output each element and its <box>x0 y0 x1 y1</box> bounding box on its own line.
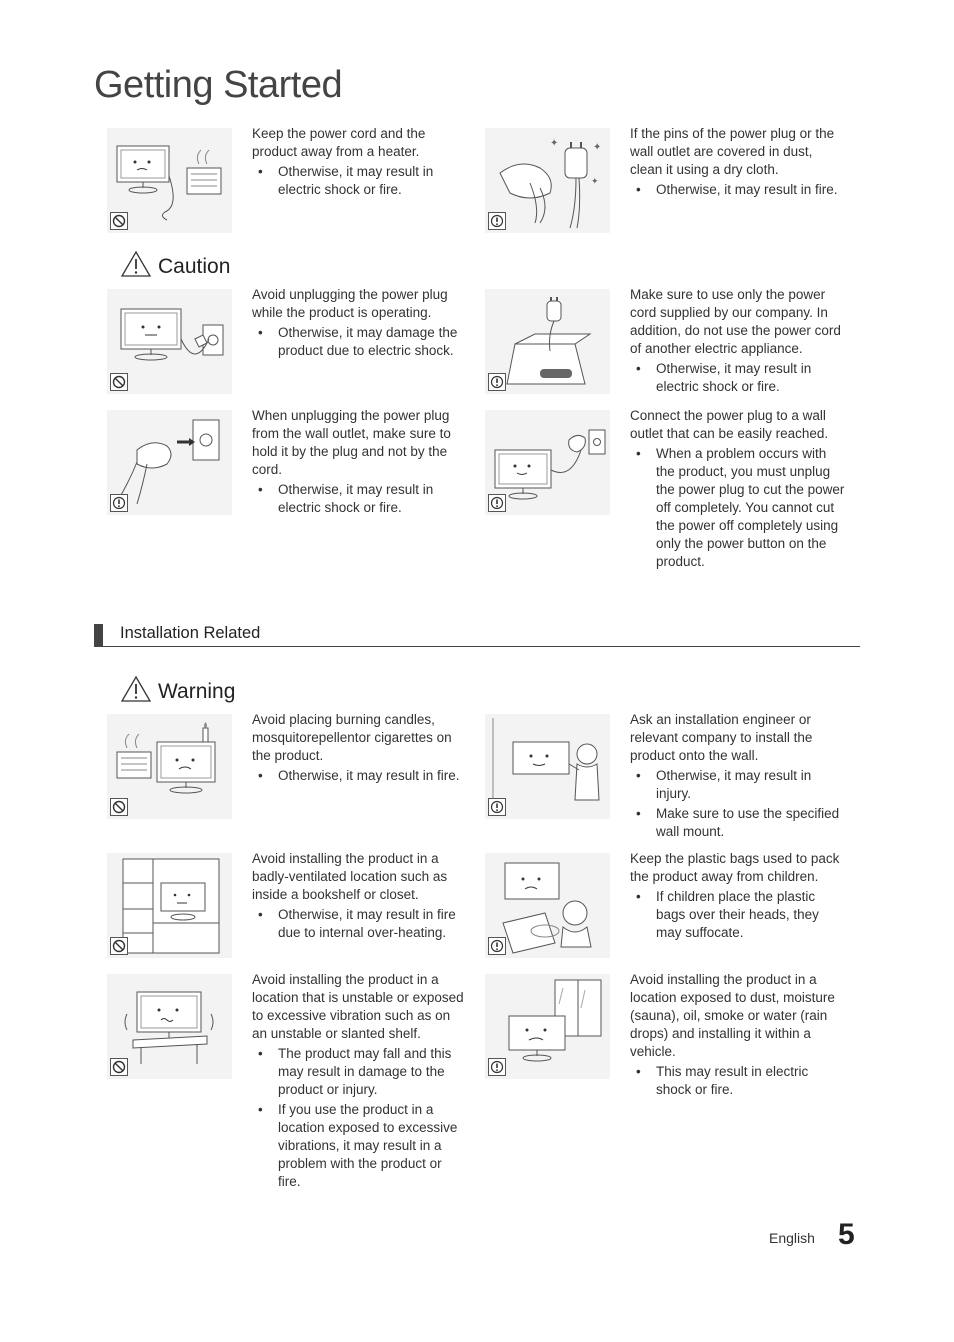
illustration-wall-install <box>485 714 610 819</box>
item-text: Ask an installation engineer or relevant company to install the product onto the wall. <box>630 712 813 763</box>
prohibit-icon <box>110 937 128 955</box>
prohibit-icon <box>110 1058 128 1076</box>
warning-label: Warning <box>158 680 236 703</box>
page-number: 5 <box>838 1218 855 1251</box>
item-text: Make sure to use only the power cord supplied by our company. In addition, do not use the power cord of another electric appliance. <box>630 287 841 356</box>
warning-heading <box>120 675 235 709</box>
footer-language: English <box>769 1230 815 1246</box>
warning-triangle-icon <box>120 675 152 709</box>
bullet-item: • The product may fall and this may result in damage to the product or injury. <box>252 1045 467 1099</box>
caution-heading <box>120 250 230 284</box>
prohibit-icon <box>110 212 128 230</box>
item-text: Keep the power cord and the product away from a heater. <box>252 126 426 159</box>
exclamation-icon <box>488 937 506 955</box>
item-text: Avoid installing the product in a location exposed to dust, moisture (sauna), oil, smoke or water (rain drops) and installing it within a vehicle. <box>630 972 835 1059</box>
illustration-clean-plug <box>485 128 610 233</box>
illustration-candles <box>107 714 232 819</box>
item-text: Connect the power plug to a wall outlet that can be easily reached. <box>630 408 829 441</box>
exclamation-icon <box>488 798 506 816</box>
bullet-item: • Otherwise, it may result in fire due to internal over-heating. <box>252 906 467 942</box>
illustration-unplug-operating <box>107 289 232 394</box>
exclamation-icon <box>488 494 506 512</box>
illustration-window-moisture <box>485 974 610 1079</box>
exclamation-icon <box>110 494 128 512</box>
bullet-item: • Otherwise, it may result in fire. <box>630 181 845 199</box>
bullet-item: • This may result in electric shock or fire. <box>630 1063 845 1099</box>
bullet-item: • If you use the product in a location exposed to excessive vibrations, it may result in a problem with the product or fire. <box>252 1101 467 1191</box>
illustration-unstable-shelf <box>107 974 232 1079</box>
bullet-item: • Otherwise, it may result in fire. <box>252 767 467 785</box>
item-text: Avoid installing the product in a badly-ventilated location such as inside a bookshelf or closet. <box>252 851 448 902</box>
item-text: Avoid unplugging the power plug while the product is operating. <box>252 287 448 320</box>
section-label: Installation Related <box>120 624 261 642</box>
exclamation-icon <box>488 212 506 230</box>
item-text: If the pins of the power plug or the wall outlet are covered in dust, clean it using a dry cloth. <box>630 126 835 177</box>
caution-label: Caution <box>158 255 231 278</box>
bullet-item: • Make sure to use the specified wall mount. <box>630 805 845 841</box>
bullet-item: • Otherwise, it may result in electric shock or fire. <box>252 163 467 199</box>
svg-text:✦: ✦ <box>591 176 599 186</box>
bullet-item: • Otherwise, it may result in electric shock or fire. <box>252 481 467 517</box>
exclamation-icon <box>488 373 506 391</box>
item-text: Avoid installing the product in a location that is unstable or exposed to excessive vibration such as on an unstable or slanted shelf. <box>252 972 464 1041</box>
prohibit-icon <box>110 798 128 816</box>
section-bar <box>94 624 103 646</box>
page-title: Getting Started <box>94 64 343 106</box>
section-header <box>94 622 860 647</box>
illustration-bookshelf <box>107 853 232 958</box>
item-text: When unplugging the power plug from the wall outlet, make sure to hold it by the plug and not by the cord. <box>252 408 451 477</box>
bullet-item: • When a problem occurs with the product, you must unplug the power plug to cut the power off completely. You cannot cut the power off completely using only the power button on the product. <box>630 445 845 571</box>
svg-text:✦: ✦ <box>593 142 602 153</box>
illustration-power-cord-box <box>485 289 610 394</box>
bullet-item: • Otherwise, it may damage the product due to electric shock. <box>252 324 467 360</box>
illustration-reachable-outlet <box>485 410 610 515</box>
bullet-item: • Otherwise, it may result in injury. <box>630 767 845 803</box>
illustration-plastic-bags <box>485 853 610 958</box>
illustration-hold-plug <box>107 410 232 515</box>
bullet-item: • Otherwise, it may result in electric shock or fire. <box>630 360 845 396</box>
svg-text:✦: ✦ <box>550 138 559 149</box>
warning-triangle-icon <box>120 250 152 284</box>
item-text: Avoid placing burning candles, mosquitorepellentor cigarettes on the product. <box>252 712 452 763</box>
prohibit-icon <box>110 373 128 391</box>
bullet-item: • If children place the plastic bags over their heads, they may suffocate. <box>630 888 845 942</box>
illustration-tv-heater <box>107 128 232 233</box>
exclamation-icon <box>488 1058 506 1076</box>
item-text: Keep the plastic bags used to pack the product away from children. <box>630 851 840 884</box>
